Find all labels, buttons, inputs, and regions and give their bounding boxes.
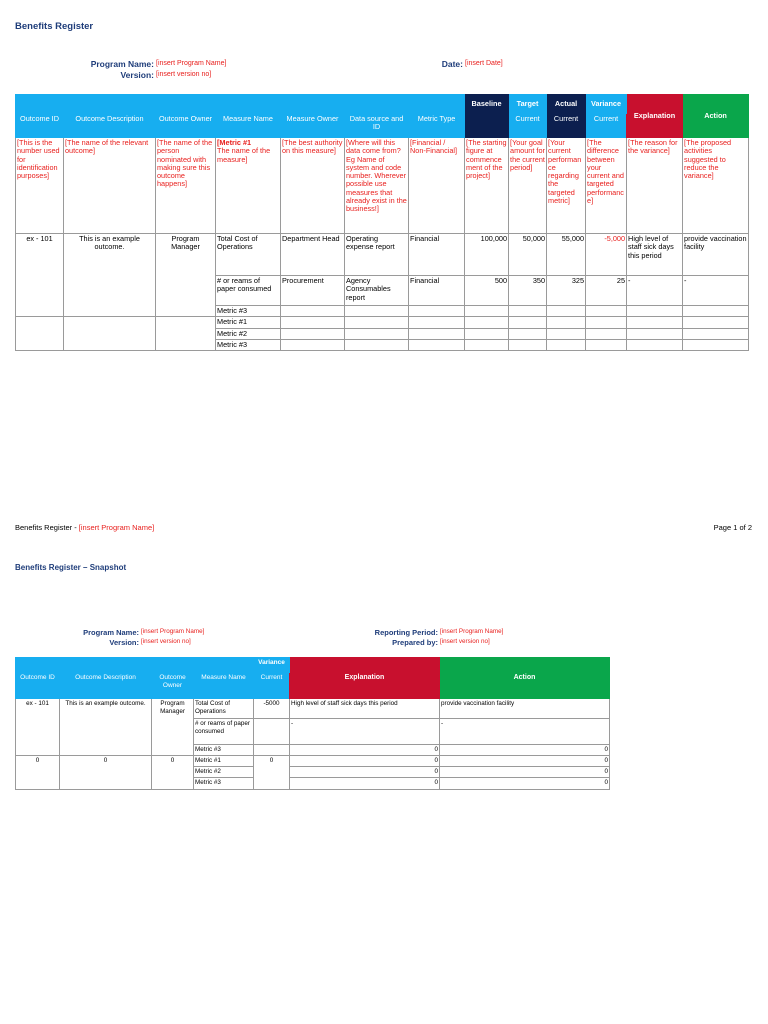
header-target: Target xyxy=(509,95,547,114)
guide-actual: [Your current performan ce regarding the targeted metric] xyxy=(547,138,586,234)
cell-measure-name[interactable]: Metric #1 xyxy=(194,755,254,766)
cell-variance[interactable]: 25 xyxy=(586,276,627,306)
cell-action[interactable]: 0 xyxy=(440,767,610,778)
example-outcome-description[interactable]: This is an example outcome. xyxy=(64,234,156,317)
cell-measure-name[interactable]: Metric #3 xyxy=(194,778,254,789)
header-blank xyxy=(16,95,465,114)
snapshot-col-measure-name: Measure Name xyxy=(194,673,254,699)
guide-action: [The proposed activities suggested to reduce the variance] xyxy=(683,138,749,234)
cell-empty[interactable] xyxy=(254,744,290,755)
header-explanation: Explanation xyxy=(627,95,683,138)
guide-data-source: [Where will this data come from? Eg Name of system and code number. Wherever possible use measures that already exist in the business!] xyxy=(345,138,409,234)
footer-program-name: [insert Program Name] xyxy=(78,523,155,532)
header-action: Action xyxy=(683,95,749,138)
cell-action[interactable]: provide vaccination facility xyxy=(683,234,749,276)
cell-empty[interactable] xyxy=(254,718,290,744)
cell-empty[interactable] xyxy=(627,328,683,339)
cell-measure-name[interactable]: # or reams of paper consumed xyxy=(194,718,254,744)
cell-explanation[interactable]: 0 xyxy=(290,744,440,755)
cell-empty[interactable] xyxy=(16,317,64,351)
cell-explanation[interactable]: - xyxy=(627,276,683,306)
cell-empty[interactable] xyxy=(345,306,409,317)
snapshot-blank-outcome-owner[interactable]: 0 xyxy=(152,755,194,789)
version-label: Version: xyxy=(120,70,154,80)
snapshot-version-value[interactable]: [insert version no] xyxy=(141,638,191,645)
cell-empty[interactable] xyxy=(345,328,409,339)
snapshot-header-blank xyxy=(16,658,254,673)
date-label: Date: xyxy=(441,59,463,69)
snapshot-program-name-value[interactable]: [insert Program Name] xyxy=(141,628,205,635)
snapshot-col-current: Current xyxy=(254,673,290,699)
snapshot-header-explanation: Explanation xyxy=(290,658,440,699)
cell-measure-name[interactable]: Metric #1 xyxy=(216,317,281,328)
cell-measure-name[interactable]: # or reams of paper consumed xyxy=(216,276,281,306)
cell-empty[interactable] xyxy=(465,339,509,350)
cell-measure-name[interactable]: Total Cost of Operations xyxy=(216,234,281,276)
cell-measure-name[interactable]: Metric #3 xyxy=(216,306,281,317)
page-number: Page 1 of 2 xyxy=(713,523,752,532)
version-value[interactable]: [insert version no] xyxy=(156,71,212,78)
cell-empty[interactable] xyxy=(586,339,627,350)
guide-outcome-id: [This is the number used for identification purposes] xyxy=(16,138,64,234)
cell-measure-name[interactable]: Metric #2 xyxy=(194,767,254,778)
cell-empty[interactable] xyxy=(281,328,345,339)
example-outcome-id[interactable]: ex - 101 xyxy=(16,234,64,317)
cell-action[interactable]: 0 xyxy=(440,778,610,789)
cell-actual[interactable]: 55,000 xyxy=(547,234,586,276)
cell-empty[interactable] xyxy=(586,306,627,317)
guide-measure-name xyxy=(216,138,281,234)
cell-measure-owner[interactable]: Department Head xyxy=(281,234,345,276)
cell-action[interactable]: provide vaccination facility xyxy=(440,699,610,719)
guide-measure-owner: [The best authority on this measure] xyxy=(281,138,345,234)
snapshot-blank-outcome-id[interactable]: 0 xyxy=(16,755,60,789)
cell-metric-type[interactable]: Financial xyxy=(409,234,465,276)
cell-empty[interactable] xyxy=(465,317,509,328)
guide-outcome-description: [The name of the relevant outcome] xyxy=(64,138,156,234)
guide-baseline: [The starting figure at commence ment of the project] xyxy=(465,138,509,234)
cell-empty[interactable] xyxy=(156,317,216,351)
snapshot-program-name-label: Program Name: xyxy=(83,628,139,637)
cell-empty[interactable] xyxy=(465,306,509,317)
cell-empty[interactable] xyxy=(547,339,586,350)
cell-explanation[interactable]: 0 xyxy=(290,767,440,778)
cell-data-source[interactable]: Operating expense report xyxy=(345,234,409,276)
cell-empty[interactable] xyxy=(586,328,627,339)
cell-action[interactable]: 0 xyxy=(440,755,610,766)
example-outcome-owner[interactable]: Program Manager xyxy=(156,234,216,317)
program-name-label: Program Name: xyxy=(90,59,154,69)
cell-empty[interactable] xyxy=(627,317,683,328)
cell-empty[interactable] xyxy=(627,306,683,317)
cell-measure-name[interactable]: Metric #3 xyxy=(216,339,281,350)
snapshot-example-outcome-owner[interactable]: Program Manager xyxy=(152,699,194,756)
cell-empty[interactable] xyxy=(409,317,465,328)
cell-empty[interactable] xyxy=(281,339,345,350)
cell-action[interactable]: - xyxy=(440,718,610,744)
header-actual: Actual xyxy=(547,95,586,114)
cell-metric-type[interactable]: Financial xyxy=(409,276,465,306)
cell-empty[interactable] xyxy=(586,317,627,328)
cell-empty[interactable] xyxy=(683,317,749,328)
cell-data-source[interactable]: Agency Consumables report xyxy=(345,276,409,306)
header-variance: Variance xyxy=(586,95,627,114)
cell-empty[interactable] xyxy=(345,339,409,350)
cell-action[interactable]: 0 xyxy=(440,744,610,755)
cell-target[interactable]: 50,000 xyxy=(509,234,547,276)
cell-measure-name[interactable]: Metric #3 xyxy=(194,744,254,755)
cell-baseline[interactable]: 100,000 xyxy=(465,234,509,276)
reporting-period-label: Reporting Period: xyxy=(374,628,438,637)
cell-variance[interactable]: -5,000 xyxy=(586,234,627,276)
cell-empty[interactable] xyxy=(683,339,749,350)
reporting-period-value[interactable]: [insert Program Name] xyxy=(440,628,504,635)
cell-target[interactable]: 350 xyxy=(509,276,547,306)
benefits-register-table xyxy=(15,94,749,351)
guide-metric-type: [Financial / Non-Financial] xyxy=(409,138,465,234)
page-title: Benefits Register xyxy=(15,21,94,32)
guide-variance: [The difference between your current and targeted performanc e] xyxy=(586,138,627,234)
snapshot-example-outcome-description[interactable]: This is an example outcome. xyxy=(60,699,152,756)
cell-current[interactable]: -5000 xyxy=(254,699,290,719)
cell-empty[interactable] xyxy=(64,317,156,351)
cell-empty[interactable] xyxy=(409,339,465,350)
program-name-value[interactable]: [insert Program Name] xyxy=(156,60,227,67)
cell-action[interactable]: - xyxy=(683,276,749,306)
snapshot-col-outcome-id: Outcome ID xyxy=(16,673,60,699)
cell-empty[interactable] xyxy=(281,306,345,317)
cell-empty[interactable] xyxy=(627,339,683,350)
cell-measure-name[interactable]: Total Cost of Operations xyxy=(194,699,254,719)
cell-empty[interactable] xyxy=(465,328,509,339)
col-metric-type: Metric Type xyxy=(409,114,465,138)
date-value[interactable]: [insert Date] xyxy=(465,60,503,67)
col-outcome-id: Outcome ID xyxy=(16,114,64,138)
cell-empty[interactable] xyxy=(345,317,409,328)
cell-empty[interactable] xyxy=(509,339,547,350)
cell-empty[interactable] xyxy=(547,306,586,317)
snapshot-header-action: Action xyxy=(440,658,610,699)
guide-target: [Your goal amount for the current period] xyxy=(509,138,547,234)
cell-empty[interactable] xyxy=(547,317,586,328)
cell-current[interactable]: 0 xyxy=(254,755,290,789)
cell-empty[interactable] xyxy=(509,317,547,328)
col-outcome-owner: Outcome Owner xyxy=(156,114,216,138)
snapshot-table xyxy=(15,657,610,790)
prepared-by-value[interactable]: [insert version no] xyxy=(440,638,490,645)
cell-explanation[interactable]: 0 xyxy=(290,778,440,789)
col-target-current: Current xyxy=(509,114,547,138)
cell-empty[interactable] xyxy=(547,328,586,339)
col-measure-name: Measure Name xyxy=(216,114,281,138)
cell-explanation[interactable]: - xyxy=(290,718,440,744)
header-baseline: Baseline xyxy=(465,95,509,114)
cell-explanation[interactable]: High level of staff sick days this period xyxy=(627,234,683,276)
snapshot-blank-outcome-description[interactable]: 0 xyxy=(60,755,152,789)
snapshot-header-variance: Variance xyxy=(254,658,290,673)
page-footer-left xyxy=(15,523,154,532)
guide-explanation: [The reason for the variance] xyxy=(627,138,683,234)
cell-measure-name[interactable]: Metric #2 xyxy=(216,328,281,339)
col-actual-current: Current xyxy=(547,114,586,138)
col-baseline-blank xyxy=(465,114,509,138)
cell-empty[interactable] xyxy=(509,328,547,339)
col-measure-owner: Measure Owner xyxy=(281,114,345,138)
cell-baseline[interactable]: 500 xyxy=(465,276,509,306)
col-variance-current: Current xyxy=(586,114,627,138)
cell-empty[interactable] xyxy=(281,317,345,328)
cell-empty[interactable] xyxy=(509,306,547,317)
cell-empty[interactable] xyxy=(683,328,749,339)
prepared-by-label: Prepared by: xyxy=(392,638,438,647)
snapshot-example-outcome-id[interactable]: ex - 101 xyxy=(16,699,60,756)
cell-explanation[interactable]: 0 xyxy=(290,755,440,766)
col-outcome-description: Outcome Description xyxy=(64,114,156,138)
cell-actual[interactable]: 325 xyxy=(547,276,586,306)
guide-metric-label: [Metric #1 xyxy=(217,138,252,147)
snapshot-version-label: Version: xyxy=(109,638,139,647)
snapshot-title: Benefits Register – Snapshot xyxy=(15,563,127,572)
col-data-source: Data source and ID xyxy=(345,114,409,138)
cell-empty[interactable] xyxy=(409,328,465,339)
footer-prefix: Benefits Register - xyxy=(15,523,79,532)
snapshot-col-outcome-description: Outcome Description xyxy=(60,673,152,699)
snapshot-col-outcome-owner: Outcome Owner xyxy=(152,673,194,699)
guide-measure-name-text: The name of the measure] xyxy=(217,146,271,164)
cell-empty[interactable] xyxy=(683,306,749,317)
cell-explanation[interactable]: High level of staff sick days this period xyxy=(290,699,440,719)
cell-empty[interactable] xyxy=(409,306,465,317)
guide-outcome-owner: [The name of the person nominated with making sure this outcome happens] xyxy=(156,138,216,234)
cell-measure-owner[interactable]: Procurement xyxy=(281,276,345,306)
